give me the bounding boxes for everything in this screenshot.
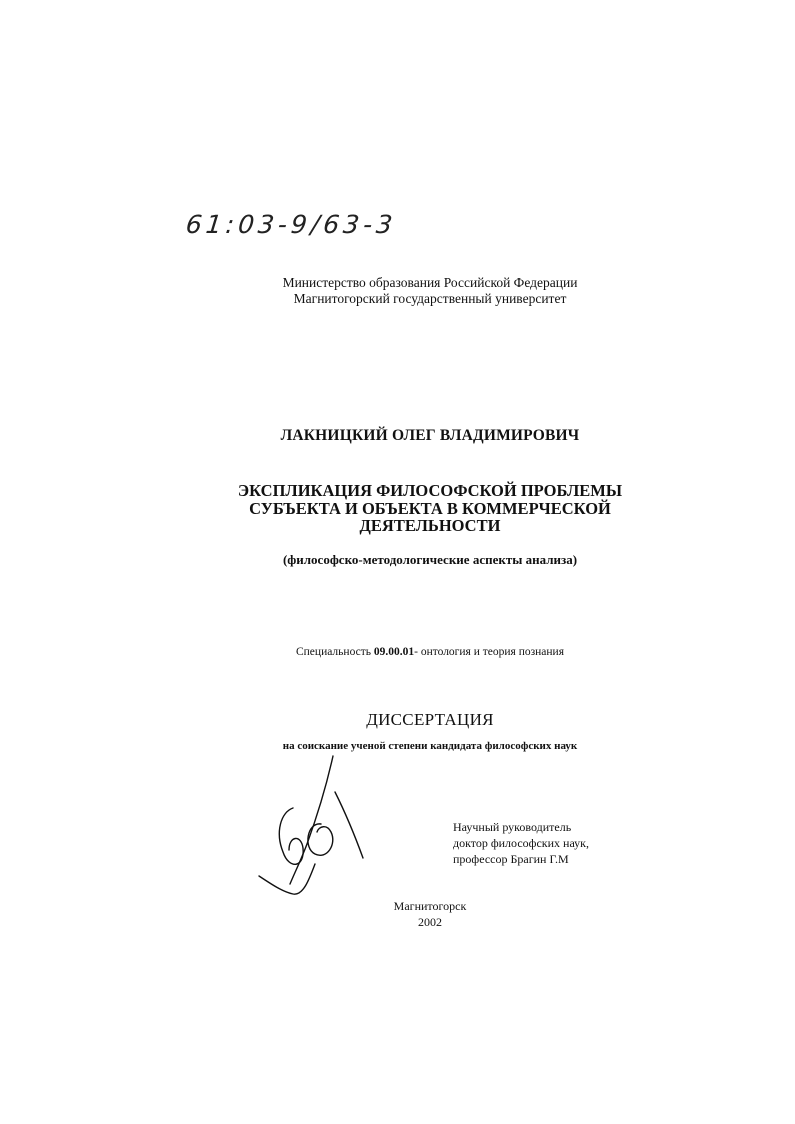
supervisor-role: Научный руководитель [453, 820, 572, 834]
dissertation-title [0, 482, 795, 535]
title-line-3: ДЕЯТЕЛЬНОСТИ [359, 516, 501, 535]
specialty-prefix: Специальность [295, 646, 371, 658]
city: Магнитогорск [393, 899, 467, 913]
degree-line: на соискание ученой степени кандидата философских наук [282, 740, 578, 752]
specialty-line [0, 646, 795, 658]
supervisor-name: профессор Брагин Г.М [453, 852, 569, 866]
ministry-block [0, 275, 795, 307]
author-name: ЛАКНИЦКИЙ ОЛЕГ ВЛАДИМИРОВИЧ [280, 427, 580, 444]
title-line-2: СУБЪЕКТА И ОБЪЕКТА В КОММЕРЧЕСКОЙ [249, 498, 611, 518]
signature-image [255, 752, 375, 902]
title-line-1: ЭКСПЛИКАЦИЯ ФИЛОСОФСКОЙ ПРОБЛЕМЫ [237, 481, 623, 500]
document-type: ДИССЕРТАЦИЯ [366, 710, 494, 729]
year: 2002 [418, 915, 442, 929]
supervisor-degree: доктор философских наук, [453, 836, 589, 850]
supervisor-block [453, 819, 589, 867]
dissertation-subtitle: (философско-методологические аспекты анализа) [282, 552, 578, 567]
university-name: Магнитогорский государственный университет [293, 291, 567, 306]
handwritten-archive-code: 61:03-9/63-3 [184, 210, 398, 239]
specialty-name: - онтология и теория познания [414, 646, 564, 658]
specialty-code: 09.00.01 [373, 646, 415, 658]
ministry-name: Министерство образования Российской Федерации [282, 275, 578, 290]
city-year-block [0, 898, 795, 930]
